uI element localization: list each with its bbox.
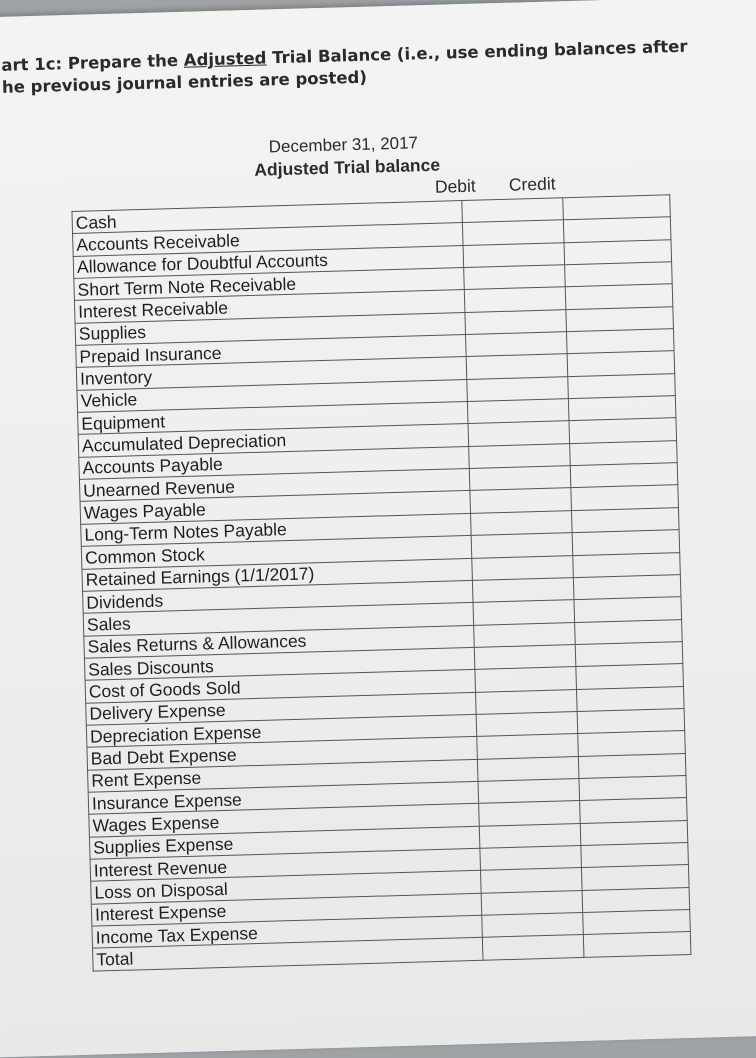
debit-cell[interactable]: [476, 711, 578, 736]
account-name-cell: Supplies: [75, 312, 465, 345]
credit-cell[interactable]: [583, 909, 691, 934]
credit-cell[interactable]: [563, 217, 671, 242]
account-name-cell: Wages Payable: [80, 491, 470, 524]
credit-cell[interactable]: [578, 753, 686, 778]
credit-cell[interactable]: [580, 798, 688, 823]
account-name-cell: Insurance Expense: [88, 781, 478, 814]
account-name-cell: Accounts Receivable: [73, 223, 463, 256]
credit-cell[interactable]: [565, 284, 673, 309]
account-name-cell: Sales Discounts: [84, 647, 474, 680]
account-name-cell: Cost of Goods Sold: [85, 670, 475, 703]
credit-cell[interactable]: [580, 820, 688, 845]
debit-cell[interactable]: [462, 198, 564, 223]
debit-cell[interactable]: [475, 667, 577, 692]
account-name-cell: Allowance for Doubtful Accounts: [73, 245, 463, 278]
credit-cell[interactable]: [568, 396, 676, 421]
credit-cell[interactable]: [576, 686, 684, 711]
trial-balance-body: [72, 195, 691, 971]
account-name-cell: Bad Debt Expense: [87, 737, 477, 770]
credit-cell[interactable]: [569, 418, 677, 443]
debit-cell[interactable]: [468, 421, 570, 446]
heading-line-2: he previous journal entries are posted): [1, 67, 368, 97]
heading-suffix: Trial Balance (i.e., use ending balances after: [266, 36, 688, 68]
credit-cell[interactable]: [570, 463, 678, 488]
account-name-cell: Interest Revenue: [90, 848, 480, 881]
account-name-cell: Common Stock: [81, 536, 471, 569]
account-name-cell: Short Term Note Receivable: [74, 268, 464, 301]
heading-prefix: art 1c: Prepare the: [1, 50, 185, 75]
debit-cell[interactable]: [462, 220, 564, 245]
account-name-cell: Sales Returns & Allowances: [84, 625, 474, 658]
heading-underlined-word: Adjusted: [183, 48, 267, 70]
account-name-cell: Loss on Disposal: [91, 871, 481, 904]
debit-cell[interactable]: [469, 443, 571, 468]
statement-date: December 31, 2017: [268, 133, 419, 157]
credit-cell[interactable]: [571, 485, 679, 510]
credit-cell[interactable]: [567, 351, 675, 376]
account-name-cell: Vehicle: [77, 379, 467, 412]
credit-cell[interactable]: [568, 373, 676, 398]
account-name-cell: Rent Expense: [88, 759, 478, 792]
debit-cell[interactable]: [471, 510, 573, 535]
account-name-cell: Inventory: [76, 357, 466, 390]
credit-cell[interactable]: [571, 507, 679, 532]
credit-cell[interactable]: [572, 530, 680, 555]
debit-cell[interactable]: [477, 756, 579, 781]
credit-cell[interactable]: [573, 552, 681, 577]
debit-cell[interactable]: [480, 845, 582, 870]
debit-cell[interactable]: [472, 577, 574, 602]
credit-cell[interactable]: [563, 195, 671, 220]
account-name-cell: Income Tax Expense: [92, 915, 482, 948]
credit-column-header: Credit: [508, 173, 556, 195]
account-name-cell: Accounts Payable: [79, 446, 469, 479]
credit-cell[interactable]: [583, 932, 691, 957]
account-name-cell: Unearned Revenue: [79, 469, 469, 502]
account-name-cell: Total: [93, 938, 483, 971]
debit-cell[interactable]: [464, 287, 566, 312]
credit-cell[interactable]: [564, 239, 672, 264]
account-name-cell: Cash: [72, 201, 462, 234]
debit-cell[interactable]: [471, 533, 573, 558]
credit-cell[interactable]: [582, 887, 690, 912]
credit-cell[interactable]: [579, 775, 687, 800]
account-name-cell: Long-Term Notes Payable: [81, 513, 471, 546]
debit-cell[interactable]: [466, 354, 568, 379]
debit-cell[interactable]: [479, 801, 581, 826]
debit-cell[interactable]: [467, 376, 569, 401]
debit-cell[interactable]: [464, 265, 566, 290]
credit-cell[interactable]: [575, 619, 683, 644]
account-name-cell: Interest Expense: [91, 893, 481, 926]
credit-cell[interactable]: [575, 641, 683, 666]
account-name-cell: Accumulated Depreciation: [78, 424, 468, 457]
debit-cell[interactable]: [472, 555, 574, 580]
credit-cell[interactable]: [573, 574, 681, 599]
debit-cell[interactable]: [482, 935, 584, 960]
debit-cell[interactable]: [477, 734, 579, 759]
debit-cell[interactable]: [476, 689, 578, 714]
debit-cell[interactable]: [469, 466, 571, 491]
account-name-cell: Supplies Expense: [89, 826, 479, 859]
credit-cell[interactable]: [574, 597, 682, 622]
debit-cell[interactable]: [478, 778, 580, 803]
debit-cell[interactable]: [463, 242, 565, 267]
account-name-cell: Depreciation Expense: [86, 714, 476, 747]
account-name-cell: Sales: [83, 603, 473, 636]
credit-cell[interactable]: [566, 306, 674, 331]
trial-balance-table: [71, 194, 691, 971]
account-name-cell: Interest Receivable: [74, 290, 464, 323]
debit-cell[interactable]: [466, 332, 568, 357]
debit-column-header: Debit: [434, 175, 477, 197]
statement-title: Adjusted Trial balance: [254, 154, 441, 180]
debit-cell[interactable]: [473, 600, 575, 625]
credit-cell[interactable]: [576, 664, 684, 689]
debit-cell[interactable]: [479, 823, 581, 848]
credit-cell[interactable]: [581, 865, 689, 890]
account-name-cell: Wages Expense: [89, 804, 479, 837]
account-name-cell: Equipment: [78, 402, 468, 435]
credit-cell[interactable]: [577, 708, 685, 733]
credit-cell[interactable]: [570, 440, 678, 465]
account-name-cell: Delivery Expense: [86, 692, 476, 725]
account-name-cell: Retained Earnings (1/1/2017): [82, 558, 472, 591]
debit-cell[interactable]: [482, 912, 584, 937]
credit-cell[interactable]: [578, 731, 686, 756]
debit-cell[interactable]: [467, 399, 569, 424]
credit-cell[interactable]: [581, 842, 689, 867]
credit-cell[interactable]: [566, 329, 674, 354]
debit-cell[interactable]: [481, 890, 583, 915]
debit-cell[interactable]: [481, 868, 583, 893]
credit-cell[interactable]: [565, 262, 673, 287]
debit-cell[interactable]: [474, 622, 576, 647]
debit-cell[interactable]: [474, 644, 576, 669]
account-name-cell: Prepaid Insurance: [76, 335, 466, 368]
debit-cell[interactable]: [465, 309, 567, 334]
debit-cell[interactable]: [470, 488, 572, 513]
part-heading: [1, 36, 688, 99]
account-name-cell: Dividends: [83, 580, 473, 613]
